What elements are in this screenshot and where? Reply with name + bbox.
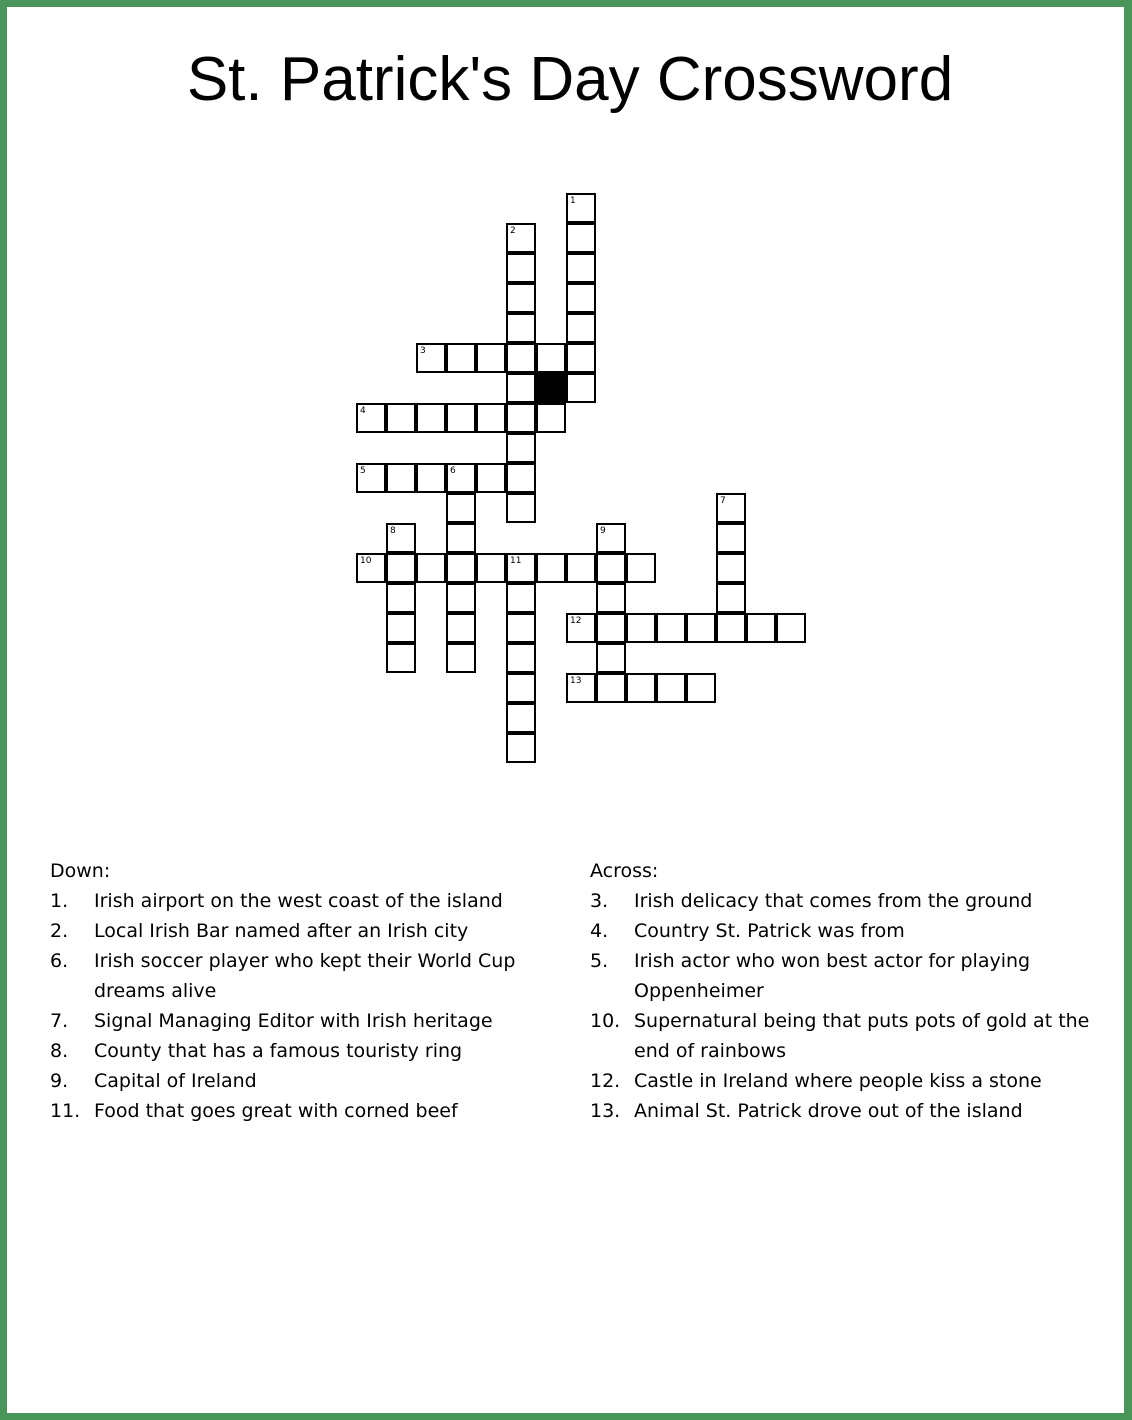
clue-number: 11. <box>50 1100 81 1122</box>
clue-text: Irish delicacy that comes from the ground <box>634 890 1033 912</box>
grid-cell[interactable] <box>476 463 506 493</box>
grid-cell[interactable] <box>416 343 446 373</box>
grid-cell[interactable] <box>476 343 506 373</box>
grid-cell[interactable] <box>386 613 416 643</box>
grid-cell[interactable] <box>506 223 536 253</box>
across-clue-list <box>590 886 1090 1126</box>
grid-cell[interactable] <box>566 373 596 403</box>
across-clues <box>590 856 1090 1126</box>
clue-number: 13. <box>590 1100 621 1122</box>
grid-cell[interactable] <box>446 343 476 373</box>
grid-cell[interactable] <box>416 553 446 583</box>
grid-cell[interactable] <box>626 673 656 703</box>
cell-number: 12 <box>570 616 582 626</box>
grid-cell[interactable] <box>356 403 386 433</box>
grid-cell[interactable] <box>626 553 656 583</box>
clue-item <box>590 886 1090 916</box>
clue-item <box>590 916 1090 946</box>
clue-item <box>50 1006 550 1036</box>
cell-number: 10 <box>360 556 372 566</box>
grid-cell[interactable] <box>656 613 686 643</box>
clue-number: 5. <box>590 950 609 972</box>
clue-text: Animal St. Patrick drove out of the island <box>634 1100 1023 1122</box>
grid-cell[interactable] <box>566 553 596 583</box>
grid-cell[interactable] <box>566 283 596 313</box>
clue-number: 6. <box>50 950 69 972</box>
grid-cell[interactable] <box>446 613 476 643</box>
clue-item <box>590 1096 1090 1126</box>
grid-cell[interactable] <box>566 613 596 643</box>
grid-cell[interactable] <box>596 673 626 703</box>
grid-cell[interactable] <box>446 493 476 523</box>
grid-cell[interactable] <box>686 673 716 703</box>
grid-cell[interactable] <box>506 703 536 733</box>
grid-cell[interactable] <box>416 463 446 493</box>
grid-cell[interactable] <box>506 583 536 613</box>
grid-cell[interactable] <box>446 643 476 673</box>
grid-cell[interactable] <box>386 403 416 433</box>
grid-cell[interactable] <box>506 463 536 493</box>
clue-item <box>590 946 1090 1006</box>
grid-cell[interactable] <box>716 583 746 613</box>
grid-cell[interactable] <box>566 673 596 703</box>
grid-cell[interactable] <box>596 613 626 643</box>
grid-cell[interactable] <box>566 253 596 283</box>
grid-cell[interactable] <box>506 613 536 643</box>
down-heading: Down: <box>50 860 111 882</box>
clue-number: 2. <box>50 920 69 942</box>
clue-text: Capital of Ireland <box>94 1070 257 1092</box>
down-clue-list <box>50 886 550 1126</box>
grid-cell[interactable] <box>656 673 686 703</box>
grid-cell[interactable] <box>536 403 566 433</box>
clue-text: Country St. Patrick was from <box>634 920 905 942</box>
grid-cell[interactable] <box>506 313 536 343</box>
grid-cell[interactable] <box>686 613 716 643</box>
grid-cell[interactable] <box>596 553 626 583</box>
grid-cell[interactable] <box>596 583 626 613</box>
cell-number: 1 <box>570 196 576 206</box>
grid-cell[interactable] <box>476 553 506 583</box>
clue-text: Supernatural being that puts pots of gold at the end of rainbows <box>634 1010 1090 1062</box>
grid-cell[interactable] <box>386 523 416 553</box>
cell-number: 7 <box>720 496 726 506</box>
grid-cell[interactable] <box>716 493 746 523</box>
grid-cell[interactable] <box>356 463 386 493</box>
clue-text: Irish actor who won best actor for playing Oppenheimer <box>634 950 1031 1002</box>
grid-cell[interactable] <box>776 613 806 643</box>
blocked-cell <box>536 373 566 403</box>
clue-item <box>590 1066 1090 1096</box>
grid-cell[interactable] <box>386 583 416 613</box>
clue-text: Local Irish Bar named after an Irish city <box>94 920 469 942</box>
grid-cell[interactable] <box>506 373 536 403</box>
grid-cell[interactable] <box>716 613 746 643</box>
across-heading: Across: <box>590 860 659 882</box>
clue-number: 3. <box>590 890 609 912</box>
grid-cell[interactable] <box>536 553 566 583</box>
cell-number: 2 <box>510 226 516 236</box>
clue-item <box>50 916 550 946</box>
grid-cell[interactable] <box>506 403 536 433</box>
clue-number: 7. <box>50 1010 69 1032</box>
cell-number: 5 <box>360 466 366 476</box>
grid-cell[interactable] <box>716 523 746 553</box>
clue-text: Signal Managing Editor with Irish heritage <box>94 1010 493 1032</box>
grid-cell[interactable] <box>506 733 536 763</box>
clue-number: 1. <box>50 890 69 912</box>
down-clues <box>50 856 550 1126</box>
grid-cell[interactable] <box>506 343 536 373</box>
cell-number: 8 <box>390 526 396 536</box>
grid-cell[interactable] <box>536 343 566 373</box>
cell-number: 3 <box>420 346 426 356</box>
clue-number: 10. <box>590 1010 621 1032</box>
clue-text: Castle in Ireland where people kiss a stone <box>634 1070 1042 1092</box>
grid-cell[interactable] <box>386 643 416 673</box>
cell-number: 4 <box>360 406 366 416</box>
grid-cell[interactable] <box>386 463 416 493</box>
cell-number: 13 <box>570 676 582 686</box>
grid-cell[interactable] <box>446 403 476 433</box>
grid-cell[interactable] <box>506 673 536 703</box>
grid-cell[interactable] <box>596 643 626 673</box>
clue-text: Food that goes great with corned beef <box>94 1100 458 1122</box>
clue-text: Irish airport on the west coast of the island <box>94 890 503 912</box>
clue-item <box>590 1006 1090 1066</box>
grid-cell[interactable] <box>746 613 776 643</box>
grid-cell[interactable] <box>356 553 386 583</box>
grid-cell[interactable] <box>386 553 416 583</box>
grid-cell[interactable] <box>506 433 536 463</box>
grid-cell[interactable] <box>626 613 656 643</box>
grid-cell[interactable] <box>716 553 746 583</box>
page-title: St. Patrick's Day Crossword <box>186 45 954 114</box>
grid-cell[interactable] <box>446 523 476 553</box>
clue-text: Irish soccer player who kept their World Cup dreams alive <box>94 950 516 1002</box>
cell-number: 6 <box>450 466 456 476</box>
grid-cell[interactable] <box>566 313 596 343</box>
grid-cell[interactable] <box>566 193 596 223</box>
grid-cell[interactable] <box>446 553 476 583</box>
grid-cell[interactable] <box>506 283 536 313</box>
grid-cell[interactable] <box>446 583 476 613</box>
grid-cell[interactable] <box>446 463 476 493</box>
grid-cell[interactable] <box>506 553 536 583</box>
clue-text: County that has a famous touristy ring <box>94 1040 463 1062</box>
clue-item <box>50 1096 550 1126</box>
clue-number: 8. <box>50 1040 69 1062</box>
grid-cell[interactable] <box>506 493 536 523</box>
clue-number: 9. <box>50 1070 69 1092</box>
grid-cell[interactable] <box>566 223 596 253</box>
grid-cell[interactable] <box>566 343 596 373</box>
grid-cell[interactable] <box>506 643 536 673</box>
grid-cell[interactable] <box>416 403 446 433</box>
clue-number: 12. <box>590 1070 621 1092</box>
clue-item <box>50 1066 550 1096</box>
cell-number: 11 <box>510 556 522 566</box>
grid-cell[interactable] <box>476 403 506 433</box>
grid-cell[interactable] <box>506 253 536 283</box>
clue-item <box>50 946 550 1006</box>
clue-item <box>50 1036 550 1066</box>
grid-cell[interactable] <box>596 523 626 553</box>
clue-item <box>50 886 550 916</box>
cell-number: 9 <box>600 526 606 536</box>
clue-number: 4. <box>590 920 609 942</box>
